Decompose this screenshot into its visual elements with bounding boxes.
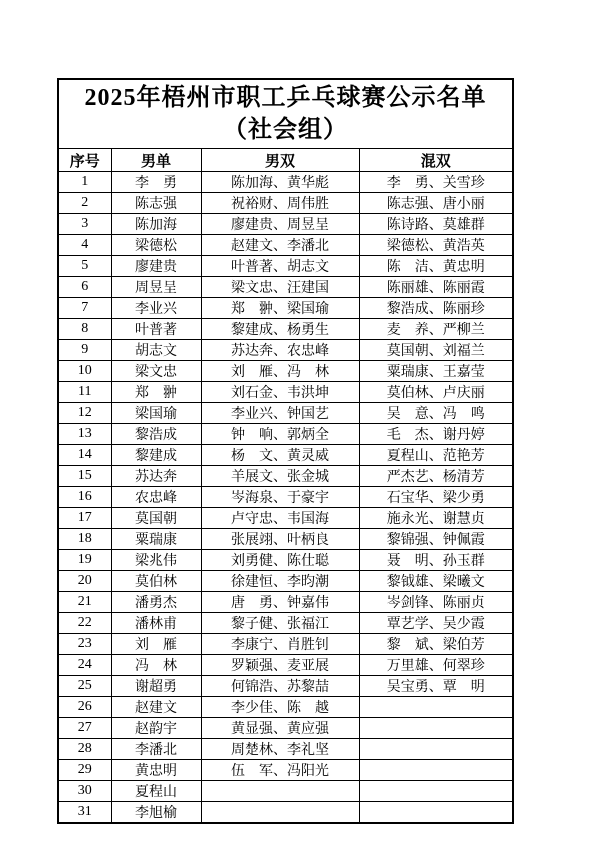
cell-mixed-doubles: 麦 养、严柳兰 — [359, 319, 513, 340]
cell-mens-doubles: 钟 响、郭炳全 — [201, 424, 359, 445]
cell-serial: 7 — [58, 298, 111, 319]
cell-serial: 29 — [58, 760, 111, 781]
cell-mixed-doubles: 严杰艺、杨清芳 — [359, 466, 513, 487]
table-row — [58, 361, 513, 382]
cell-mens-doubles: 岑海泉、于豪宇 — [201, 487, 359, 508]
table-title — [58, 79, 513, 149]
cell-mens-doubles: 苏达奔、农忠峰 — [201, 340, 359, 361]
table-row — [58, 466, 513, 487]
cell-serial: 25 — [58, 676, 111, 697]
table-row — [58, 739, 513, 760]
cell-mixed-doubles: 夏程山、范艳芳 — [359, 445, 513, 466]
table-row — [58, 235, 513, 256]
cell-serial: 11 — [58, 382, 111, 403]
cell-serial: 8 — [58, 319, 111, 340]
cell-mens-singles: 赵建文 — [111, 697, 201, 718]
table-row — [58, 277, 513, 298]
cell-mens-singles: 陈加海 — [111, 214, 201, 235]
cell-mixed-doubles — [359, 802, 513, 824]
cell-mens-singles: 李 勇 — [111, 172, 201, 193]
cell-mens-doubles: 梁文忠、汪建国 — [201, 277, 359, 298]
cell-mens-singles: 梁德松 — [111, 235, 201, 256]
table-row — [58, 256, 513, 277]
cell-mens-doubles: 郑 翀、梁国瑜 — [201, 298, 359, 319]
cell-serial: 22 — [58, 613, 111, 634]
cell-serial: 27 — [58, 718, 111, 739]
cell-mens-doubles: 赵建文、李潘北 — [201, 235, 359, 256]
cell-mixed-doubles: 毛 杰、谢丹婷 — [359, 424, 513, 445]
cell-mens-singles: 刘 雁 — [111, 634, 201, 655]
table-row — [58, 319, 513, 340]
cell-mens-singles: 黄忠明 — [111, 760, 201, 781]
cell-mens-doubles: 祝裕财、周伟胜 — [201, 193, 359, 214]
cell-mixed-doubles: 陈诗路、莫雄群 — [359, 214, 513, 235]
cell-serial: 5 — [58, 256, 111, 277]
cell-serial: 16 — [58, 487, 111, 508]
cell-mens-doubles: 黎子健、张福江 — [201, 613, 359, 634]
cell-mens-singles: 莫国朝 — [111, 508, 201, 529]
cell-mens-doubles: 刘 雁、冯 林 — [201, 361, 359, 382]
cell-mens-doubles: 刘石金、韦洪坤 — [201, 382, 359, 403]
table-row — [58, 529, 513, 550]
cell-serial: 18 — [58, 529, 111, 550]
cell-mens-singles: 梁文忠 — [111, 361, 201, 382]
cell-mens-doubles — [201, 781, 359, 802]
table-row — [58, 445, 513, 466]
cell-mixed-doubles — [359, 781, 513, 802]
cell-mens-doubles: 刘勇健、陈仕聪 — [201, 550, 359, 571]
column-header-mens-doubles: 男双 — [201, 149, 359, 172]
cell-serial: 10 — [58, 361, 111, 382]
cell-mixed-doubles: 黎浩成、陈丽珍 — [359, 298, 513, 319]
cell-mixed-doubles: 吴 意、冯 鸣 — [359, 403, 513, 424]
cell-mens-singles: 李旭榆 — [111, 802, 201, 824]
table-row — [58, 571, 513, 592]
cell-mens-doubles: 杨 文、黄灵威 — [201, 445, 359, 466]
cell-serial: 3 — [58, 214, 111, 235]
cell-serial: 23 — [58, 634, 111, 655]
table-row — [58, 550, 513, 571]
table-title-line1: 2025年梧州市职工乒乓球赛公示名单 — [84, 84, 487, 111]
cell-mixed-doubles: 陈 洁、黄忠明 — [359, 256, 513, 277]
cell-mens-singles: 郑 翀 — [111, 382, 201, 403]
roster-table — [57, 78, 514, 824]
table-row — [58, 172, 513, 193]
column-header-mens-singles: 男单 — [111, 149, 201, 172]
cell-serial: 26 — [58, 697, 111, 718]
cell-mixed-doubles: 岑剑锋、陈丽贞 — [359, 592, 513, 613]
cell-mens-singles: 陈志强 — [111, 193, 201, 214]
cell-mixed-doubles: 石宝华、梁少勇 — [359, 487, 513, 508]
cell-mixed-doubles: 覃艺学、吴少霞 — [359, 613, 513, 634]
cell-mixed-doubles: 吴宝勇、覃 明 — [359, 676, 513, 697]
cell-serial: 6 — [58, 277, 111, 298]
cell-serial: 2 — [58, 193, 111, 214]
cell-mens-singles: 梁兆伟 — [111, 550, 201, 571]
cell-mens-doubles: 徐建恒、李昀潮 — [201, 571, 359, 592]
table-body — [58, 172, 513, 824]
cell-mixed-doubles: 莫伯林、卢庆丽 — [359, 382, 513, 403]
table-row — [58, 508, 513, 529]
cell-mens-singles: 谢超勇 — [111, 676, 201, 697]
cell-serial: 19 — [58, 550, 111, 571]
table-row — [58, 655, 513, 676]
table-row — [58, 676, 513, 697]
cell-mens-singles: 李业兴 — [111, 298, 201, 319]
cell-serial: 9 — [58, 340, 111, 361]
cell-mens-singles: 胡志文 — [111, 340, 201, 361]
cell-mixed-doubles: 聂 明、孙玉群 — [359, 550, 513, 571]
table-row — [58, 802, 513, 824]
table-row — [58, 214, 513, 235]
cell-mens-singles: 粟瑞康 — [111, 529, 201, 550]
cell-mens-singles: 赵韵宇 — [111, 718, 201, 739]
table-row — [58, 340, 513, 361]
cell-mixed-doubles — [359, 697, 513, 718]
cell-mens-singles: 黎建成 — [111, 445, 201, 466]
cell-mens-doubles: 李业兴、钟国艺 — [201, 403, 359, 424]
table-row — [58, 298, 513, 319]
cell-mixed-doubles: 黎锦强、钟佩霞 — [359, 529, 513, 550]
cell-mens-singles: 冯 林 — [111, 655, 201, 676]
cell-mixed-doubles: 施永光、谢慧贞 — [359, 508, 513, 529]
cell-serial: 30 — [58, 781, 111, 802]
cell-serial: 12 — [58, 403, 111, 424]
cell-mens-singles: 潘林甫 — [111, 613, 201, 634]
cell-mixed-doubles: 陈丽雄、陈丽霞 — [359, 277, 513, 298]
cell-serial: 17 — [58, 508, 111, 529]
cell-mens-doubles: 卢守忠、韦国海 — [201, 508, 359, 529]
cell-mixed-doubles: 万里雄、何翠珍 — [359, 655, 513, 676]
cell-mixed-doubles — [359, 739, 513, 760]
table-row — [58, 697, 513, 718]
table-row — [58, 487, 513, 508]
cell-serial: 13 — [58, 424, 111, 445]
cell-mens-doubles: 罗颖强、麦亚展 — [201, 655, 359, 676]
cell-serial: 28 — [58, 739, 111, 760]
cell-mens-singles: 黎浩成 — [111, 424, 201, 445]
cell-mens-singles: 廖建贵 — [111, 256, 201, 277]
cell-mens-singles: 梁国瑜 — [111, 403, 201, 424]
cell-serial: 31 — [58, 802, 111, 824]
column-header-mixed-doubles: 混双 — [359, 149, 513, 172]
cell-mixed-doubles: 陈志强、唐小丽 — [359, 193, 513, 214]
cell-serial: 4 — [58, 235, 111, 256]
cell-mens-doubles: 唐 勇、钟嘉伟 — [201, 592, 359, 613]
cell-mens-doubles: 何锦浩、苏黎喆 — [201, 676, 359, 697]
cell-mixed-doubles: 莫国朝、刘福兰 — [359, 340, 513, 361]
cell-mixed-doubles — [359, 718, 513, 739]
cell-mens-doubles: 陈加海、黄华彪 — [201, 172, 359, 193]
table-row — [58, 613, 513, 634]
cell-serial: 20 — [58, 571, 111, 592]
cell-mens-singles: 李潘北 — [111, 739, 201, 760]
table-title-line2: （社会组） — [223, 117, 348, 143]
cell-mens-singles: 莫伯林 — [111, 571, 201, 592]
cell-serial: 21 — [58, 592, 111, 613]
cell-serial: 24 — [58, 655, 111, 676]
cell-mens-singles: 叶普著 — [111, 319, 201, 340]
cell-mens-doubles: 黎建成、杨勇生 — [201, 319, 359, 340]
title-row — [58, 79, 513, 149]
cell-mens-doubles: 叶普著、胡志文 — [201, 256, 359, 277]
cell-mixed-doubles: 梁德松、黄浩英 — [359, 235, 513, 256]
table-row — [58, 193, 513, 214]
table-row — [58, 760, 513, 781]
cell-mens-doubles: 张展翊、叶柄良 — [201, 529, 359, 550]
cell-mens-doubles: 羊展文、张金城 — [201, 466, 359, 487]
cell-mixed-doubles: 黎 斌、梁伯芳 — [359, 634, 513, 655]
cell-mens-doubles: 黄显强、黄应强 — [201, 718, 359, 739]
cell-mixed-doubles — [359, 760, 513, 781]
cell-mens-doubles: 周楚林、李礼坚 — [201, 739, 359, 760]
cell-mens-doubles — [201, 802, 359, 824]
header-row — [58, 149, 513, 172]
cell-mixed-doubles: 黎钺雄、梁曦文 — [359, 571, 513, 592]
column-header-serial: 序号 — [58, 149, 111, 172]
cell-mens-doubles: 廖建贵、周昱呈 — [201, 214, 359, 235]
cell-mens-singles: 农忠峰 — [111, 487, 201, 508]
cell-mens-doubles: 李少佳、陈 越 — [201, 697, 359, 718]
cell-mens-singles: 夏程山 — [111, 781, 201, 802]
table-row — [58, 403, 513, 424]
table-row — [58, 634, 513, 655]
cell-mens-singles: 苏达奔 — [111, 466, 201, 487]
cell-serial: 14 — [58, 445, 111, 466]
table-row — [58, 424, 513, 445]
cell-mens-singles: 潘勇杰 — [111, 592, 201, 613]
cell-mens-doubles: 李康宁、肖胜钊 — [201, 634, 359, 655]
cell-mens-doubles: 伍 军、冯阳光 — [201, 760, 359, 781]
table-row — [58, 781, 513, 802]
cell-serial: 15 — [58, 466, 111, 487]
cell-mens-singles: 周昱呈 — [111, 277, 201, 298]
cell-mixed-doubles: 粟瑞康、王嘉莹 — [359, 361, 513, 382]
table-row — [58, 718, 513, 739]
cell-serial: 1 — [58, 172, 111, 193]
cell-mixed-doubles: 李 勇、关雪珍 — [359, 172, 513, 193]
table-row — [58, 592, 513, 613]
table-row — [58, 382, 513, 403]
